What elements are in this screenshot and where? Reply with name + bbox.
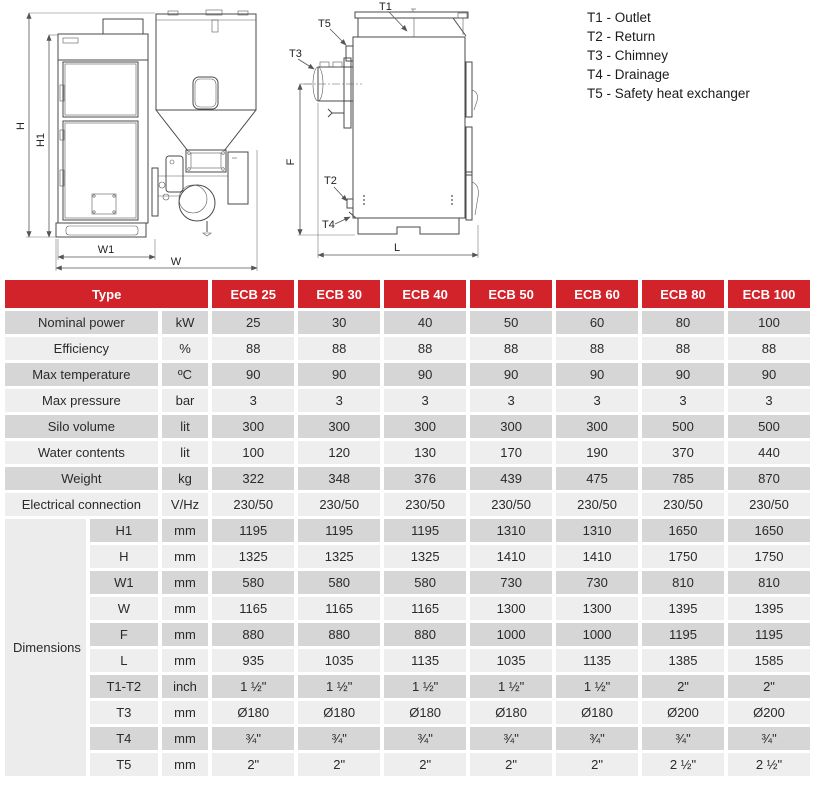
dim-label-l: L — [393, 242, 401, 254]
value-cell: 1325 — [298, 545, 380, 568]
column-header-ecb-50: ECB 50 — [470, 280, 552, 308]
value-cell: 376 — [384, 467, 466, 490]
port-label-t3: T3 — [289, 48, 302, 60]
row-label: Efficiency — [5, 337, 158, 360]
port-legend — [587, 8, 750, 103]
value-cell: 810 — [642, 571, 724, 594]
value-cell: 730 — [470, 571, 552, 594]
value-cell: 439 — [470, 467, 552, 490]
value-cell: 60 — [556, 311, 638, 334]
port-label-t2: T2 — [324, 175, 337, 187]
row-label: Electrical connection — [5, 493, 158, 516]
table-header-row — [5, 280, 810, 308]
value-cell: ¾" — [298, 727, 380, 750]
value-cell: 880 — [384, 623, 466, 646]
value-cell: 1000 — [470, 623, 552, 646]
table-row — [5, 623, 810, 646]
column-header-ecb-100: ECB 100 — [728, 280, 810, 308]
value-cell: ¾" — [642, 727, 724, 750]
port-label-t4: T4 — [322, 219, 335, 231]
column-header-ecb-80: ECB 80 — [642, 280, 724, 308]
value-cell: 1000 — [556, 623, 638, 646]
value-cell: 1650 — [642, 519, 724, 542]
value-cell: 50 — [470, 311, 552, 334]
value-cell: 2" — [470, 753, 552, 776]
unit-cell: lit — [162, 415, 209, 438]
value-cell: ¾" — [556, 727, 638, 750]
value-cell: 30 — [298, 311, 380, 334]
value-cell: Ø180 — [556, 701, 638, 724]
value-cell: Ø180 — [212, 701, 294, 724]
table-row — [5, 753, 810, 776]
table-row — [5, 493, 810, 516]
value-cell: 2 ½" — [728, 753, 810, 776]
value-cell: 3 — [212, 389, 294, 412]
value-cell: 3 — [470, 389, 552, 412]
value-cell: 88 — [470, 337, 552, 360]
value-cell: 1325 — [384, 545, 466, 568]
value-cell: 2" — [642, 675, 724, 698]
dim-label-h: H — [15, 122, 27, 130]
value-cell: 230/50 — [470, 493, 552, 516]
value-cell: 370 — [642, 441, 724, 464]
unit-cell: mm — [162, 753, 209, 776]
value-cell: 170 — [470, 441, 552, 464]
value-cell: 2" — [298, 753, 380, 776]
value-cell: 90 — [298, 363, 380, 386]
value-cell: 2" — [212, 753, 294, 776]
value-cell: 1035 — [298, 649, 380, 672]
table-row — [5, 337, 810, 360]
value-cell: ¾" — [384, 727, 466, 750]
value-cell: 1310 — [556, 519, 638, 542]
value-cell: 300 — [298, 415, 380, 438]
value-cell: 88 — [212, 337, 294, 360]
value-cell: 40 — [384, 311, 466, 334]
dimension-row-label: L — [90, 649, 158, 672]
unit-cell: mm — [162, 727, 209, 750]
dimension-row-label: W — [90, 597, 158, 620]
value-cell: 1195 — [728, 623, 810, 646]
value-cell: 300 — [556, 415, 638, 438]
value-cell: 348 — [298, 467, 380, 490]
unit-cell: bar — [162, 389, 209, 412]
value-cell: 322 — [212, 467, 294, 490]
value-cell: 230/50 — [212, 493, 294, 516]
value-cell: ¾" — [212, 727, 294, 750]
row-label: Silo volume — [5, 415, 158, 438]
value-cell: 1135 — [384, 649, 466, 672]
value-cell: 1 ½" — [212, 675, 294, 698]
unit-cell: mm — [162, 649, 209, 672]
table-row — [5, 701, 810, 724]
value-cell: 1195 — [212, 519, 294, 542]
value-cell: 88 — [556, 337, 638, 360]
dimension-row-label: F — [90, 623, 158, 646]
table-row — [5, 519, 810, 542]
spec-table — [1, 277, 814, 779]
value-cell: 1750 — [642, 545, 724, 568]
value-cell: 1135 — [556, 649, 638, 672]
value-cell: 1385 — [642, 649, 724, 672]
value-cell: 580 — [384, 571, 466, 594]
value-cell: 80 — [642, 311, 724, 334]
value-cell: 2 ½" — [642, 753, 724, 776]
value-cell: 3 — [642, 389, 724, 412]
value-cell: 230/50 — [728, 493, 810, 516]
unit-cell: mm — [162, 571, 209, 594]
value-cell: 3 — [556, 389, 638, 412]
unit-cell: mm — [162, 545, 209, 568]
dim-label-f: F — [285, 158, 297, 166]
value-cell: 580 — [212, 571, 294, 594]
legend-item-t1: T1 - Outlet — [587, 10, 651, 25]
unit-cell: lit — [162, 441, 209, 464]
unit-cell: inch — [162, 675, 209, 698]
value-cell: 475 — [556, 467, 638, 490]
value-cell: 300 — [212, 415, 294, 438]
table-row — [5, 311, 810, 334]
row-label: Weight — [5, 467, 158, 490]
dimension-row-label: T1-T2 — [90, 675, 158, 698]
legend-item-t2: T2 - Return — [587, 29, 656, 44]
side-view-drawing — [285, 1, 478, 258]
unit-cell: mm — [162, 597, 209, 620]
type-header: Type — [5, 280, 208, 308]
value-cell: 88 — [298, 337, 380, 360]
value-cell: 90 — [728, 363, 810, 386]
value-cell: 1 ½" — [556, 675, 638, 698]
value-cell: 3 — [298, 389, 380, 412]
row-label: Max temperature — [5, 363, 158, 386]
value-cell: 2" — [556, 753, 638, 776]
value-cell: 2" — [384, 753, 466, 776]
value-cell: 580 — [298, 571, 380, 594]
boiler-technical-drawings — [0, 0, 585, 277]
table-row — [5, 571, 810, 594]
value-cell: 1750 — [728, 545, 810, 568]
value-cell: 88 — [728, 337, 810, 360]
unit-cell: kW — [162, 311, 209, 334]
column-header-ecb-40: ECB 40 — [384, 280, 466, 308]
value-cell: 1410 — [556, 545, 638, 568]
dimension-row-label: H — [90, 545, 158, 568]
value-cell: 90 — [470, 363, 552, 386]
value-cell: 1585 — [728, 649, 810, 672]
value-cell: 130 — [384, 441, 466, 464]
value-cell: 90 — [556, 363, 638, 386]
value-cell: 1195 — [642, 623, 724, 646]
value-cell: 1 ½" — [384, 675, 466, 698]
column-header-ecb-60: ECB 60 — [556, 280, 638, 308]
port-label-t5: T5 — [318, 18, 331, 30]
value-cell: 1165 — [212, 597, 294, 620]
unit-cell: mm — [162, 519, 209, 542]
unit-cell: mm — [162, 701, 209, 724]
table-row — [5, 389, 810, 412]
unit-cell: % — [162, 337, 209, 360]
value-cell: 880 — [212, 623, 294, 646]
value-cell: 500 — [728, 415, 810, 438]
value-cell: 120 — [298, 441, 380, 464]
value-cell: 1300 — [556, 597, 638, 620]
dimension-row-label: T5 — [90, 753, 158, 776]
value-cell: 880 — [298, 623, 380, 646]
value-cell: 1 ½" — [298, 675, 380, 698]
table-row — [5, 415, 810, 438]
value-cell: 810 — [728, 571, 810, 594]
table-row — [5, 727, 810, 750]
value-cell: 1165 — [298, 597, 380, 620]
dimension-row-label: T4 — [90, 727, 158, 750]
value-cell: 870 — [728, 467, 810, 490]
value-cell: 300 — [470, 415, 552, 438]
value-cell: 90 — [642, 363, 724, 386]
value-cell: 100 — [728, 311, 810, 334]
unit-cell: mm — [162, 623, 209, 646]
port-label-t1: T1 — [379, 1, 392, 13]
value-cell: 3 — [728, 389, 810, 412]
value-cell: 1165 — [384, 597, 466, 620]
dimension-row-label: W1 — [90, 571, 158, 594]
value-cell: 730 — [556, 571, 638, 594]
value-cell: 1195 — [384, 519, 466, 542]
value-cell: 1650 — [728, 519, 810, 542]
value-cell: 88 — [642, 337, 724, 360]
value-cell: 1300 — [470, 597, 552, 620]
value-cell: 2" — [728, 675, 810, 698]
dim-label-h1: H1 — [35, 132, 47, 148]
value-cell: 500 — [642, 415, 724, 438]
value-cell: 230/50 — [298, 493, 380, 516]
column-header-ecb-30: ECB 30 — [298, 280, 380, 308]
value-cell: 90 — [212, 363, 294, 386]
table-row — [5, 597, 810, 620]
value-cell: 1395 — [642, 597, 724, 620]
dim-label-w: W — [170, 256, 182, 268]
value-cell: Ø180 — [298, 701, 380, 724]
value-cell: 25 — [212, 311, 294, 334]
row-label: Max pressure — [5, 389, 158, 412]
value-cell: 1395 — [728, 597, 810, 620]
unit-cell: ºC — [162, 363, 209, 386]
value-cell: 1325 — [212, 545, 294, 568]
value-cell: Ø200 — [642, 701, 724, 724]
value-cell: 88 — [384, 337, 466, 360]
value-cell: 90 — [384, 363, 466, 386]
value-cell: 190 — [556, 441, 638, 464]
table-row — [5, 467, 810, 490]
dimension-row-label: T3 — [90, 701, 158, 724]
value-cell: ¾" — [470, 727, 552, 750]
table-row — [5, 545, 810, 568]
legend-item-t4: T4 - Drainage — [587, 67, 670, 82]
front-view-drawing — [15, 10, 257, 271]
value-cell: Ø200 — [728, 701, 810, 724]
value-cell: Ø180 — [470, 701, 552, 724]
value-cell: Ø180 — [384, 701, 466, 724]
table-row — [5, 675, 810, 698]
unit-cell: kg — [162, 467, 209, 490]
table-row — [5, 363, 810, 386]
value-cell: 1 ½" — [470, 675, 552, 698]
legend-item-t3: T3 - Chimney — [587, 48, 669, 63]
dim-label-w1: W1 — [97, 244, 115, 256]
value-cell: 3 — [384, 389, 466, 412]
column-header-ecb-25: ECB 25 — [212, 280, 294, 308]
row-label: Nominal power — [5, 311, 158, 334]
value-cell: 1410 — [470, 545, 552, 568]
value-cell: 300 — [384, 415, 466, 438]
spec-table-wrap — [1, 277, 816, 779]
dimension-row-label: H1 — [90, 519, 158, 542]
value-cell: 100 — [212, 441, 294, 464]
value-cell: 935 — [212, 649, 294, 672]
value-cell: ¾" — [728, 727, 810, 750]
unit-cell: V/Hz — [162, 493, 209, 516]
row-label: Water contents — [5, 441, 158, 464]
table-row — [5, 441, 810, 464]
value-cell: 440 — [728, 441, 810, 464]
value-cell: 1195 — [298, 519, 380, 542]
legend-item-t5: T5 - Safety heat exchanger — [587, 86, 750, 101]
value-cell: 785 — [642, 467, 724, 490]
value-cell: 230/50 — [642, 493, 724, 516]
table-row — [5, 649, 810, 672]
value-cell: 1035 — [470, 649, 552, 672]
value-cell: 1310 — [470, 519, 552, 542]
dimensions-group-label: Dimensions — [5, 519, 86, 776]
value-cell: 230/50 — [384, 493, 466, 516]
value-cell: 230/50 — [556, 493, 638, 516]
